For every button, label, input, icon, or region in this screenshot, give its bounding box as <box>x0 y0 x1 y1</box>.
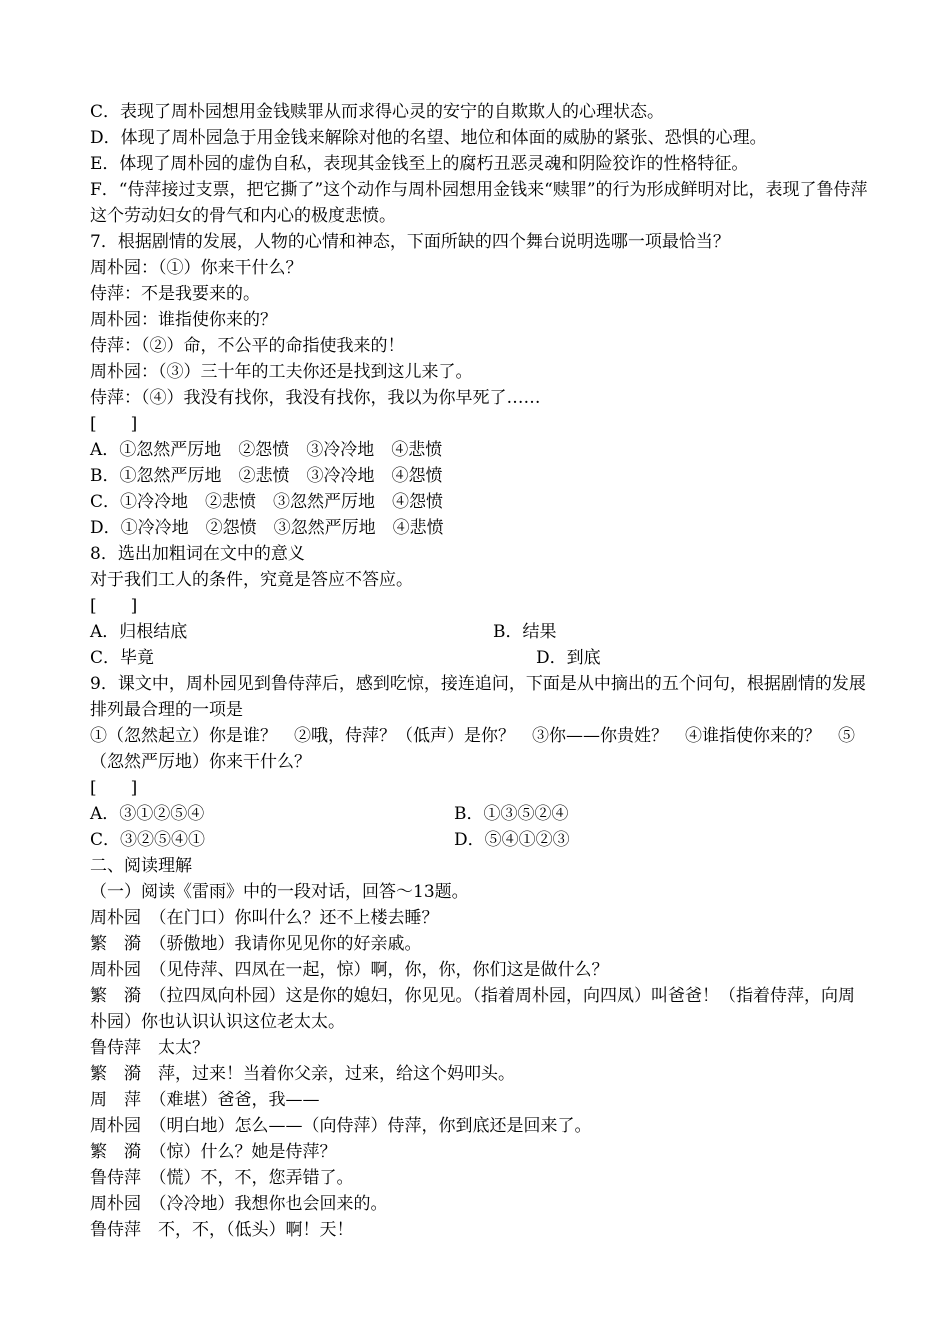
q8-options-row-2 <box>90 645 870 671</box>
q8-stem: 8．选出加粗词在文中的意义 <box>90 544 305 564</box>
q7-option-c: C．①冷冷地 ②悲愤 ③忽然严厉地 ④怨愤 <box>90 492 444 512</box>
script-line: 繁 漪 萍，过来！当着你父亲，过来，给这个妈叩头。 <box>90 1064 515 1084</box>
script-line: 繁 漪 （惊）什么？她是侍萍？ <box>90 1142 337 1162</box>
q9-options-row-1 <box>90 801 870 827</box>
q6-option-c: C．表现了周朴园想用金钱赎罪从而求得心灵的安宁的自欺欺人的心理状态。 <box>90 102 665 122</box>
q7-dialogue-line: 侍萍：（②）命，不公平的命指使我来的！ <box>90 336 405 356</box>
document-page <box>90 99 870 1243</box>
q9-questions: ①（忽然起立）你是谁？ ②哦，侍萍？（低声）是你？ ③你——你贵姓？ ④谁指使你来的？ ⑤（忽然严厉地）你来干什么？ <box>90 726 855 772</box>
script-line: 周朴园 （冷冷地）我想你也会回来的。 <box>90 1194 388 1214</box>
q8-option-a: A．归根结底 <box>90 622 188 642</box>
q9-option-c: C．③②⑤④① <box>90 830 206 850</box>
q7-dialogue-line: 周朴园：（①）你来干什么？ <box>90 258 303 278</box>
q7-option-d: D．①冷冷地 ②怨愤 ③忽然严厉地 ④悲愤 <box>90 518 444 538</box>
q7-answer-bracket: [ ] <box>90 414 138 434</box>
script-line: 繁 漪 （骄傲地）我请你见见你的好亲戚。 <box>90 934 422 954</box>
section-title: 二、阅读理解 <box>90 856 192 876</box>
q7-dialogue-line: 侍萍：不是我要来的。 <box>90 284 260 304</box>
section-intro: （一）阅读《雷雨》中的一段对话，回答～13题。 <box>90 882 469 902</box>
q9-option-a: A．③①②⑤④ <box>90 804 205 824</box>
q8-sentence: 对于我们工人的条件，究竟是答应不答应。 <box>90 570 413 590</box>
script-line: 周朴园 （明白地）怎么——（向侍萍）侍萍，你到底还是回来了。 <box>90 1116 592 1136</box>
q6-option-e: E．体现了周朴园的虚伪自私，表现其金钱至上的腐朽丑恶灵魂和阴险狡诈的性格特征。 <box>90 154 749 174</box>
q8-options-row-1 <box>90 619 870 645</box>
q8-option-c: C．毕竟 <box>90 648 155 668</box>
script-line: 繁 漪 （拉四凤向朴园）这是你的媳妇，你见见。（指着周朴园，向四凤）叫爸爸！（指着侍萍，向周朴园）你也认识认识这位老太太。 <box>90 986 855 1032</box>
script-line: 周 萍 （难堪）爸爸，我—— <box>90 1090 320 1110</box>
q7-dialogue-line: 侍萍：（④）我没有找你，我没有找你，我以为你早死了…… <box>90 388 541 408</box>
q8-option-d: D．到底 <box>536 648 601 668</box>
q9-answer-bracket: [ ] <box>90 778 138 798</box>
q7-dialogue-line: 周朴园：（③）三十年的工夫你还是找到这儿来了。 <box>90 362 473 382</box>
q9-options-row-2 <box>90 827 870 853</box>
script-line: 鲁侍萍 （慌）不，不，您弄错了。 <box>90 1168 354 1188</box>
q9-option-b: B．①③⑤②④ <box>454 804 569 824</box>
q6-option-d: D．体现了周朴园急于用金钱来解除对他的名望、地位和体面的威胁的紧张、恐惧的心理。 <box>90 128 767 148</box>
script-line: 周朴园 （在门口）你叫什么？还不上楼去睡？ <box>90 908 439 928</box>
q9-stem: 9．课文中，周朴园见到鲁侍萍后，感到吃惊，接连追问，下面是从中摘出的五个问句，根据剧情的发展排列最合理的一项是 <box>90 674 866 720</box>
q7-option-b: B．①忽然严厉地 ②悲愤 ③冷冷地 ④怨愤 <box>90 466 443 486</box>
script-line: 鲁侍萍 不，不，（低头）啊！天！ <box>90 1220 354 1240</box>
q7-dialogue-line: 周朴园：谁指使你来的？ <box>90 310 277 330</box>
q7-option-a: A．①忽然严厉地 ②怨愤 ③冷冷地 ④悲愤 <box>90 440 443 460</box>
q8-option-b: B．结果 <box>493 622 557 642</box>
q9-option-d: D．⑤④①②③ <box>454 830 570 850</box>
script-line: 鲁侍萍 太太？ <box>90 1038 209 1058</box>
script-line: 周朴园 （见侍萍、四凤在一起，惊）啊，你，你，你们这是做什么？ <box>90 960 609 980</box>
q6-option-f: F．“侍萍接过支票，把它撕了”这个动作与周朴园想用金钱来“赎罪”的行为形成鲜明对比，表现了鲁侍萍这个劳动妇女的骨气和内心的极度悲愤。 <box>90 180 868 226</box>
q7-stem: 7．根据剧情的发展，人物的心情和神态，下面所缺的四个舞台说明选哪一项最恰当？ <box>90 232 730 252</box>
q8-answer-bracket: [ ] <box>90 596 138 616</box>
